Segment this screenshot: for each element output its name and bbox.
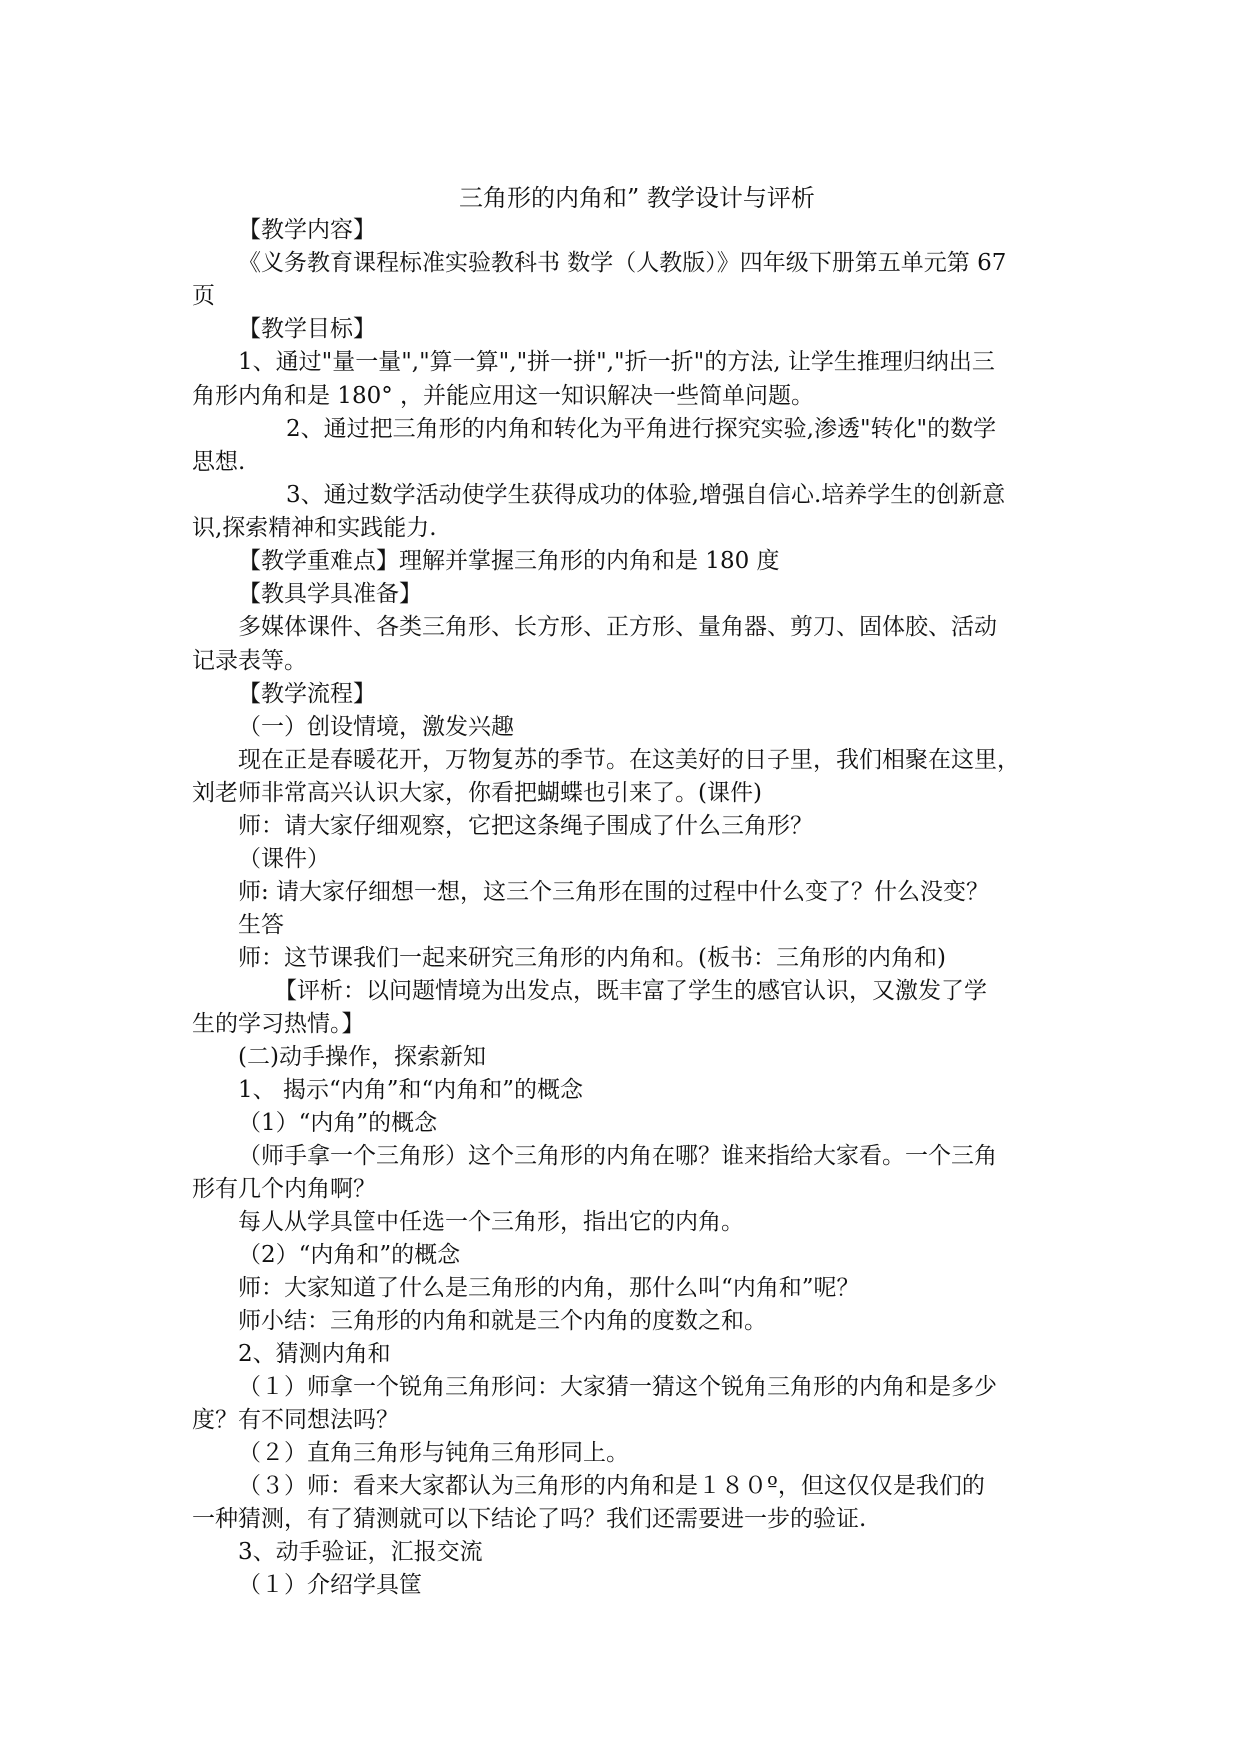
- text-line: 3、通过数学活动使学生获得成功的体验,增强自信心.培养学生的创新意: [286, 482, 1006, 508]
- text-line: 3、动手验证，汇报交流: [238, 1539, 483, 1565]
- subsection-heading: (二)动手操作，探索新知: [238, 1044, 486, 1070]
- text-line: 识,探索精神和实践能力.: [192, 515, 437, 541]
- section-heading-materials: 【教具学具准备】: [238, 581, 422, 607]
- text-line: 师小结：三角形的内角和就是三个内角的度数之和。: [238, 1308, 767, 1334]
- text-line: 多媒体课件、各类三角形、长方形、正方形、量角器、剪刀、固体胶、活动: [238, 614, 997, 640]
- section-heading-key-points: 【教学重难点】理解并掌握三角形的内角和是 180 度: [238, 548, 780, 574]
- text-line: （１）师拿一个锐角三角形问：大家猜一猜这个锐角三角形的内角和是多少: [238, 1374, 997, 1400]
- text-line: （1）“内角”的概念: [238, 1110, 438, 1136]
- text-line: 生答: [238, 912, 284, 938]
- text-line: （师手拿一个三角形）这个三角形的内角在哪？谁来指给大家看。一个三角: [238, 1143, 997, 1169]
- text-line: 《义务教育课程标准实验教科书 数学（人教版）》四年级下册第五单元第 67: [238, 250, 1007, 276]
- text-line: 形有几个内角啊？: [192, 1176, 376, 1202]
- text-line: 师：请大家仔细观察，它把这条绳子围成了什么三角形？: [238, 813, 813, 839]
- text-line: 2、通过把三角形的内角和转化为平角进行探究实验,渗透"转化"的数学: [286, 416, 997, 442]
- text-line: （３）师：看来大家都认为三角形的内角和是１８０º，但这仅仅是我们的: [238, 1473, 985, 1499]
- text-line: 思想.: [192, 449, 246, 475]
- text-line: 页: [192, 283, 215, 309]
- text-line: 师：这节课我们一起来研究三角形的内角和。(板书：三角形的内角和): [238, 945, 946, 971]
- text-line: （１）介绍学具筐: [238, 1572, 422, 1598]
- text-line: 角形内角和是 180° ，并能应用这一知识解决一些简单问题。: [192, 383, 815, 409]
- commentary-line: 生的学习热情。】: [192, 1011, 365, 1037]
- text-line: 2、猜测内角和: [238, 1341, 391, 1367]
- text-line: 每人从学具筐中任选一个三角形，指出它的内角。: [238, 1209, 744, 1235]
- document-title: 三角形的内角和” 教学设计与评析: [459, 184, 815, 212]
- subsection-heading: （一）创设情境，激发兴趣: [238, 714, 514, 740]
- text-line: （２）直角三角形与钝角三角形同上。: [238, 1440, 629, 1466]
- text-line: （2）“内角和”的概念: [238, 1242, 461, 1268]
- section-heading-content: 【教学内容】: [238, 217, 376, 243]
- text-line: 记录表等。: [192, 648, 307, 674]
- text-line: 1、 揭示“内角”和“内角和”的概念: [238, 1077, 583, 1103]
- text-line: 一种猜测，有了猜测就可以下结论了吗？我们还需要进一步的验证.: [192, 1506, 867, 1532]
- text-line: 现在正是春暖花开，万物复苏的季节。在这美好的日子里，我们相聚在这里，: [238, 747, 1020, 773]
- text-line: 1、通过"量一量","算一算","拼一拼","折一折"的方法, 让学生推理归纳出三: [238, 349, 995, 375]
- section-heading-process: 【教学流程】: [238, 681, 376, 707]
- text-line: 师: 请大家仔细想一想，这三个三角形在围的过程中什么变了？什么没变？: [238, 879, 990, 905]
- text-line: 师：大家知道了什么是三角形的内角，那什么叫“内角和”呢？: [238, 1275, 860, 1301]
- text-line: （课件）: [238, 846, 330, 872]
- commentary-line: 【评析：以问题情境为出发点，既丰富了学生的感官认识，又激发了学: [274, 978, 987, 1004]
- text-line: 度？有不同想法吗？: [192, 1407, 399, 1433]
- section-heading-objectives: 【教学目标】: [238, 316, 376, 342]
- text-line: 刘老师非常高兴认识大家，你看把蝴蝶也引来了。(课件): [192, 780, 762, 806]
